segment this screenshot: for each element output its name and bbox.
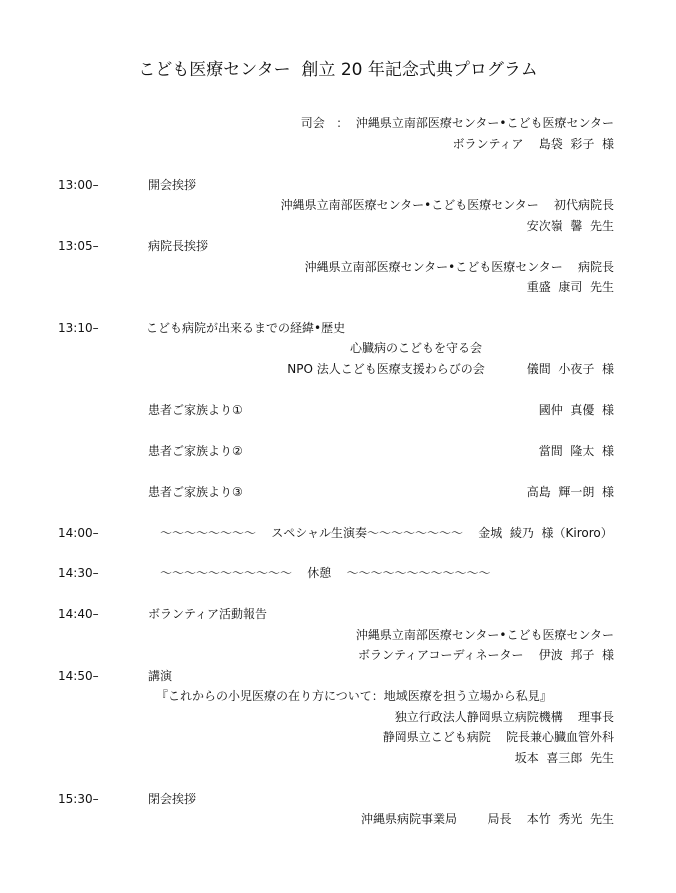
family-2-label: 患者ご家族より② xyxy=(148,444,243,458)
director-time: 13:05– xyxy=(58,239,99,253)
lecture-topic: 『これからの小児医療の在り方について：地域医療を担う立場から私見』 xyxy=(156,689,552,703)
history-time: 13:10– xyxy=(58,321,99,335)
opening-title: 開会挨拶 xyxy=(148,178,197,192)
director-name: 重盛 康司 先生 xyxy=(526,280,614,294)
history-title: こども病院が出来るまでの経緯•歴史 xyxy=(146,321,346,335)
director-title: 病院長挨拶 xyxy=(148,239,209,253)
family-1-name: 國仲 真優 様 xyxy=(538,403,614,417)
history-speaker: NPO 法人こども医療支援わらびの会 儀間 小夜子 様 xyxy=(287,362,614,376)
opening-time: 13:00– xyxy=(58,178,99,192)
opening-speaker-name: 安次嶺 馨 先生 xyxy=(526,219,614,233)
break-text: ～～～～～～～～～～～ 休憩 ～～～～～～～～～～～～ xyxy=(160,566,491,580)
family-2-name: 當間 隆太 様 xyxy=(538,444,614,458)
break-time: 14:30– xyxy=(58,566,99,580)
volunteer-time: 14:40– xyxy=(58,607,99,621)
lecture-affiliation-2: 静岡県立こども病院 院長兼心臓血管外科 xyxy=(382,730,614,744)
volunteer-title: ボランティア活動報告 xyxy=(148,607,268,621)
lecture-time: 14:50– xyxy=(58,669,99,683)
volunteer-name: ボランティアコーディネーター 伊波 邦子 様 xyxy=(358,648,614,662)
mc-line: 司会 ： 沖縄県立南部医療センター•こども医療センター xyxy=(300,116,614,130)
opening-speaker-affiliation: 沖縄県立南部医療センター•こども医療センター 初代病院長 xyxy=(280,198,614,212)
family-3-name: 高島 輝一朗 様 xyxy=(526,485,614,499)
closing-title: 閉会挨拶 xyxy=(148,792,197,806)
closing-speaker: 沖縄県病院事業局 局長 本竹 秀光 先生 xyxy=(360,812,614,826)
volunteer-affiliation: 沖縄県立南部医療センター•こども医療センター xyxy=(355,628,614,642)
lecture-title: 講演 xyxy=(148,669,173,683)
family-3-label: 患者ご家族より③ xyxy=(148,485,243,499)
performance-time: 14:00– xyxy=(58,526,99,540)
page-title: こども医療センター 創立 20 年記念式典プログラム xyxy=(138,60,538,80)
lecture-affiliation-1: 独立行政法人静岡県立病院機構 理事長 xyxy=(394,710,614,724)
director-affiliation: 沖縄県立南部医療センター•こども医療センター 病院長 xyxy=(304,260,614,274)
mc-volunteer: ボランティア 島袋 彩子 様 xyxy=(452,137,614,151)
performance-text: ～～～～～～～～ スペシャル生演奏～～～～～～～～ 金城 綾乃 様（Kiroro） xyxy=(160,526,613,540)
family-1-label: 患者ご家族より① xyxy=(148,403,243,417)
lecture-speaker: 坂本 喜三郎 先生 xyxy=(514,751,614,765)
history-org: 心臓病のこどもを守る会 xyxy=(350,341,483,355)
closing-time: 15:30– xyxy=(58,792,99,806)
